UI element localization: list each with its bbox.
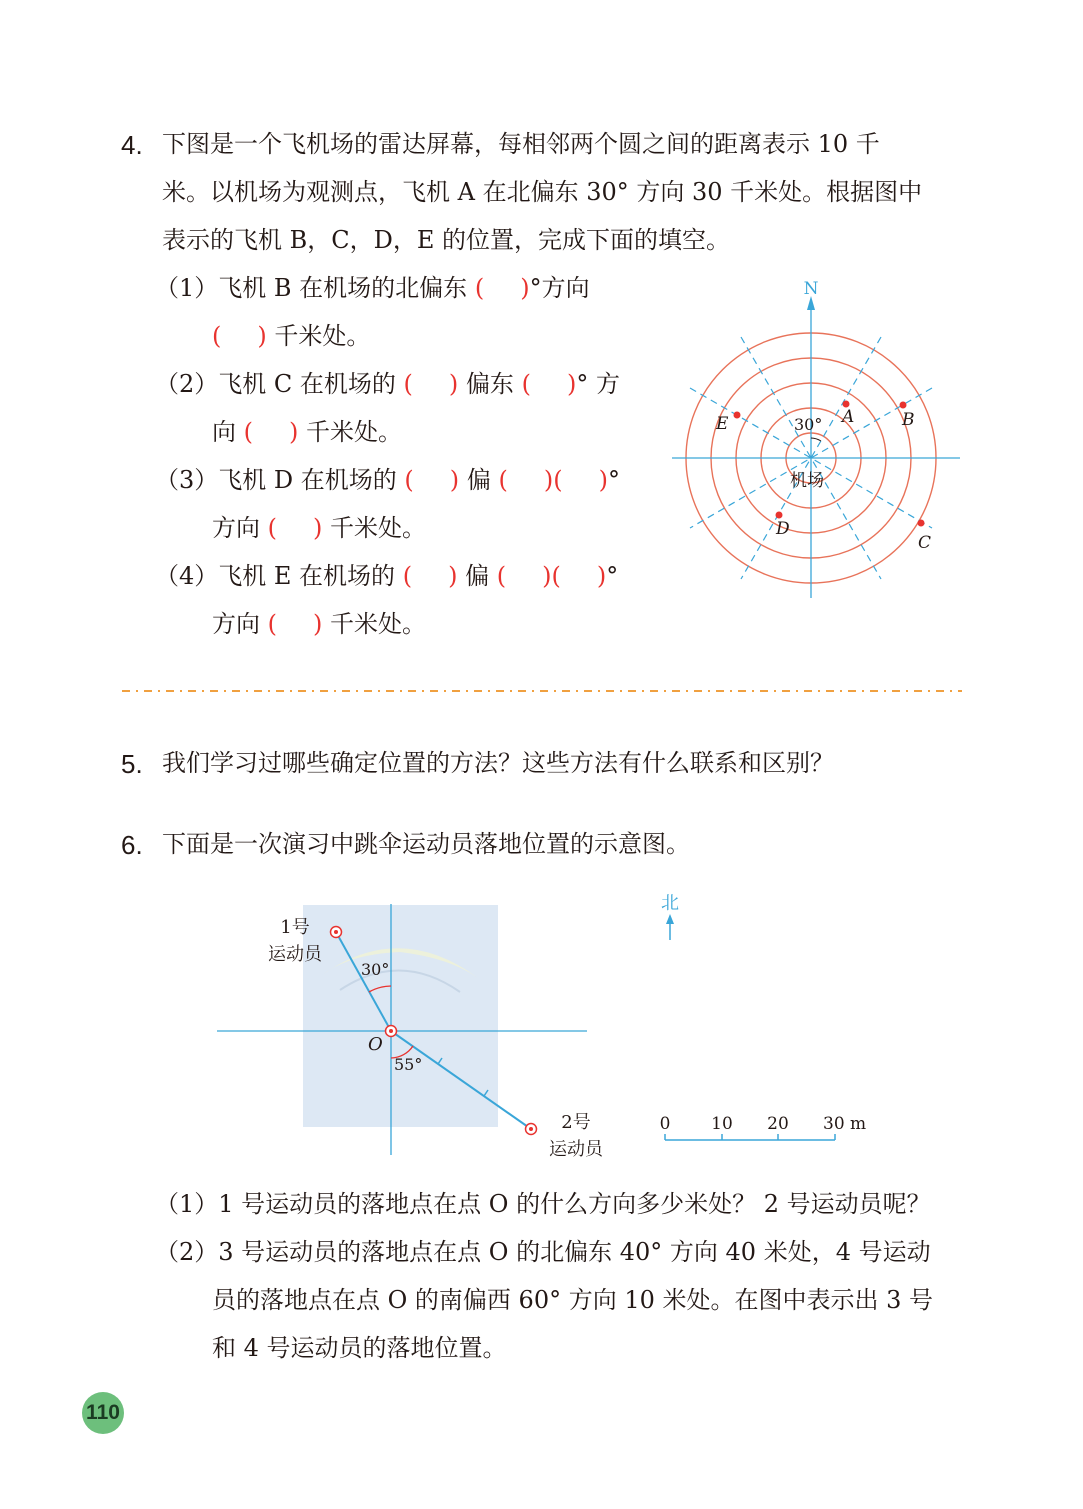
- blank-open: (: [474, 274, 485, 302]
- q6-item-2: （2）3 号运动员的落地点在点 O 的北偏东 40° 方向 40 米处，4 号运动: [155, 1238, 931, 1266]
- plane-c-label: C: [918, 533, 932, 553]
- athlete-2-label-text: 运动员: [549, 1139, 603, 1160]
- landing-diagram: [210, 880, 890, 1170]
- q4-intro-line-1: 下图是一个飞机场的雷达屏幕，每相邻两个圆之间的距离表示 10 千: [162, 130, 880, 158]
- q6-item-2-line-2: 员的落地点在点 O 的南偏西 60° 方向 10 米处。在图中表示出 3 号: [212, 1286, 934, 1314]
- q4-item-3-cont: 方向 ( ) 千米处。: [212, 514, 427, 542]
- q6-item-2-line-3: 和 4 号运动员的落地位置。: [212, 1334, 507, 1362]
- q6-number: 6.: [121, 830, 143, 860]
- q4-item-2-cont: 向 ( ) 千米处。: [212, 418, 403, 446]
- q4-item-2: （2）飞机 C 在机场的 ( ) 偏东 ( )° 方: [155, 370, 620, 398]
- plane-b-label: B: [902, 410, 915, 430]
- scale-label-0: 0: [659, 1114, 671, 1134]
- q6-text: 下面是一次演习中跳伞运动员落地位置的示意图。: [162, 830, 690, 858]
- airport-label: 机场: [790, 471, 824, 491]
- q4-item-3: （3）飞机 D 在机场的 ( ) 偏 ( )( )°: [155, 466, 620, 494]
- plane-e-dot: [734, 412, 741, 419]
- section-divider: [122, 686, 962, 696]
- scale-label-20: 20: [767, 1114, 789, 1134]
- q4-item-1: （1）飞机 B 在机场的北偏东 ( )°方向: [155, 274, 590, 302]
- q4-item-4-cont: 方向 ( ) 千米处。: [212, 610, 427, 638]
- q4-intro-line-2: 米。以机场为观测点，飞机 A 在北偏东 30° 方向 30 千米处。根据图中: [162, 178, 923, 206]
- angle-label: 30°: [794, 415, 823, 434]
- parachute-photo: [303, 905, 498, 1127]
- q5-text: 我们学习过哪些确定位置的方法？这些方法有什么联系和区别？: [162, 749, 834, 777]
- origin-label: O: [368, 1034, 383, 1055]
- plane-b-dot: [900, 402, 907, 409]
- radar-diagram: [670, 280, 970, 600]
- north-label: N: [803, 280, 819, 299]
- north-indicator-label: 北: [661, 893, 679, 914]
- athlete-2-label-num: 2号: [561, 1112, 591, 1133]
- blank-close: ): [520, 274, 530, 302]
- scale-label-10: 10: [711, 1114, 733, 1134]
- angle-30-label: 30°: [361, 960, 390, 979]
- plane-d-dot: [776, 512, 783, 519]
- q6-item-1: （1）1 号运动员的落地点在点 O 的什么方向多少米处？ 2 号运动员呢？: [155, 1190, 931, 1218]
- angle-55-label: 55°: [394, 1055, 423, 1074]
- q5-number: 5.: [121, 749, 143, 779]
- plane-d-label: D: [776, 519, 790, 539]
- q4-intro-line-3: 表示的飞机 B，C，D，E 的位置，完成下面的填空。: [162, 226, 731, 254]
- athlete-1-label-text: 运动员: [268, 944, 322, 965]
- q4-item-1-cont: ( ) 千米处。: [212, 322, 371, 350]
- page-number: 110: [82, 1392, 124, 1434]
- athlete-1-label-num: 1号: [280, 917, 310, 938]
- plane-c-dot: [918, 520, 925, 527]
- q4-item-4: （4）飞机 E 在机场的 ( ) 偏 ( )( )°: [155, 562, 619, 590]
- plane-a-label: A: [842, 407, 855, 427]
- q4-number: 4.: [121, 130, 143, 160]
- plane-e-label: E: [716, 414, 729, 434]
- scale-label-30: 30 m: [823, 1114, 867, 1134]
